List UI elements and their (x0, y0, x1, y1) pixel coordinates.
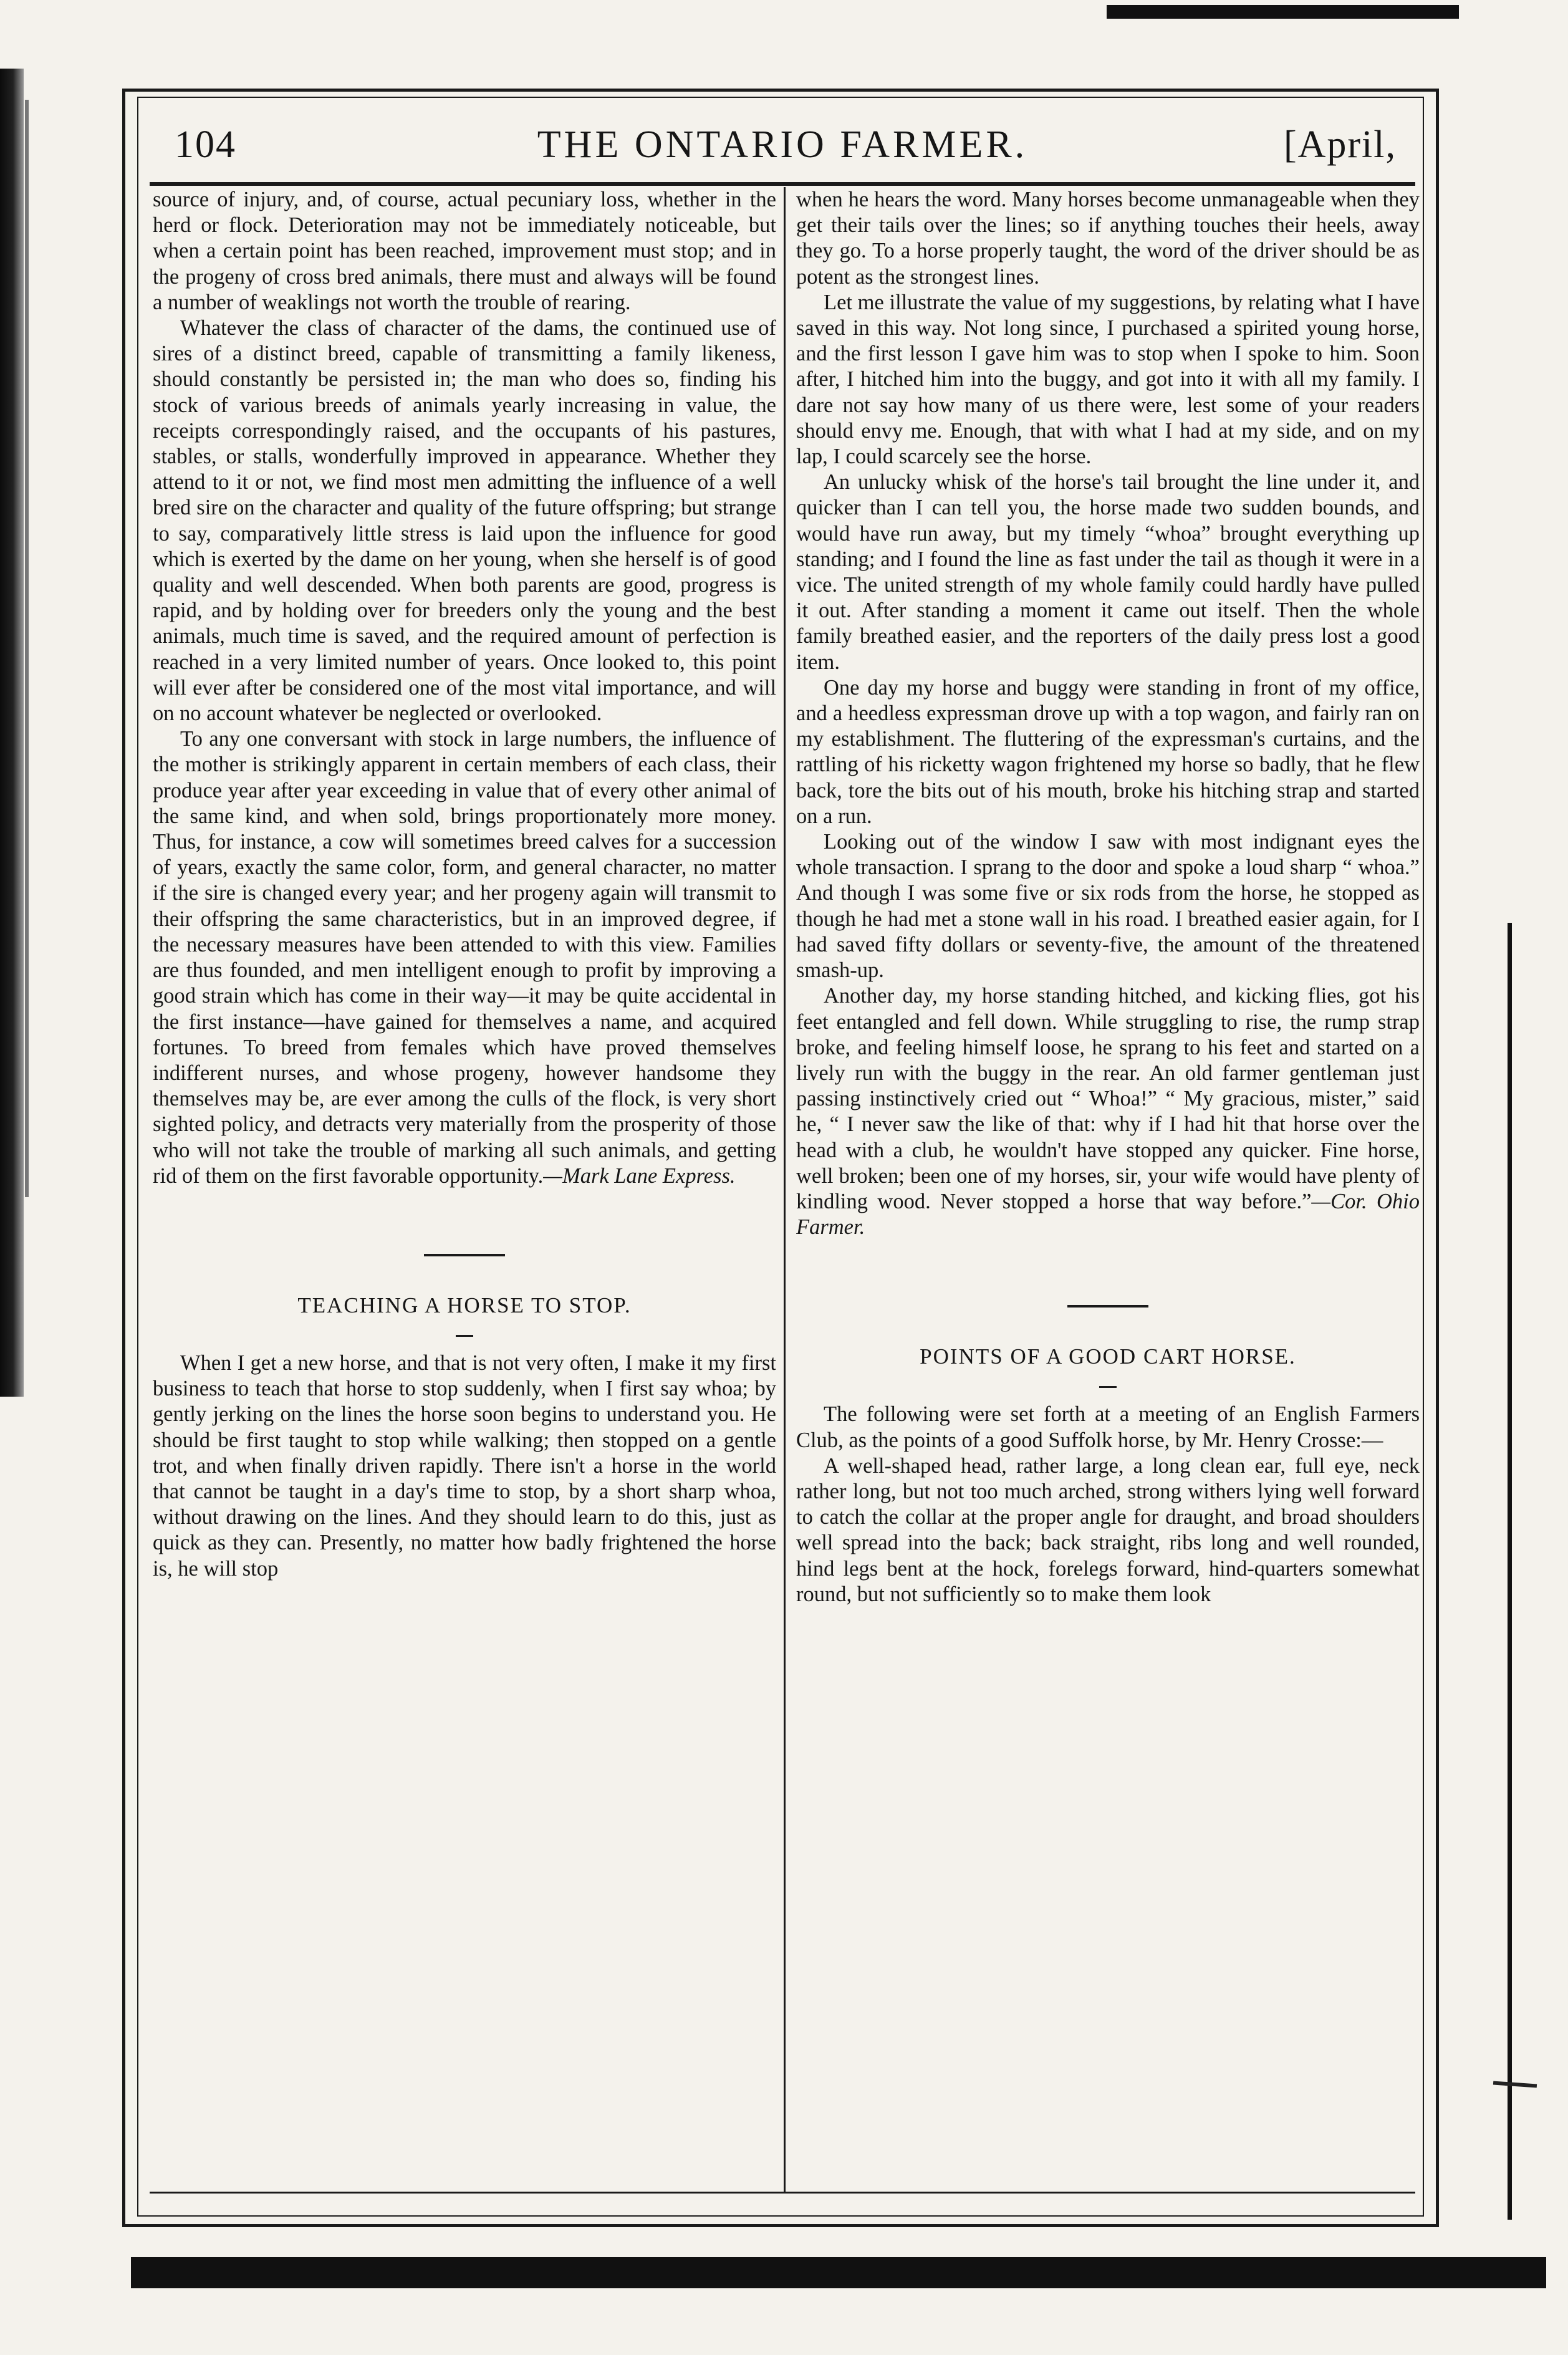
paragraph: Whatever the class of character of the dams, the continued use of sires of a distinct breed, capable of transmitting a family likeness, should constantly be persisted in; the man who does so, finding his stock of various breeds of animals yearly increasing in value, the receipts correspondingly raised, and the occupants of his pastures, stables, or stalls, wonderfully improved in appearance. Whether they attend to it or not, we find most men admitting the influence of a well bred sire on the character and quality of the future offspring; but strange to say, comparatively little stress is laid upon the influence for good which is exerted by the dame on her young, when she herself is of good quality and well descended. When both parents are good, progress is rapid, and by holding over for breeders only the young and the best animals, much time is saved, and the required amount of perfection is reached in a very limited number of years. Once looked to, this point will ever after be considered one of the most vital importance, and will on no account whatever be neglected or overlooked. (153, 316, 776, 726)
heading-dash (456, 1335, 473, 1337)
article-heading: TEACHING A HORSE TO STOP. (297, 1293, 632, 1317)
bottom-rule (150, 2192, 1415, 2194)
page-edge-right (1508, 923, 1512, 2220)
paragraph-text: Another day, my horse standing hitched, and kicking flies, got his feet entangled and fell down. While struggling to rise, the rump strap broke, and feeling himself loose, he sprang to his feet and started on a lively run with the buggy in the rear. An old farmer gentleman just passing instinctively cried out “ Whoa!” “ My gracious, mister,” said he, “ I never saw the like of that: why if I had hit that horse over the head with a club, he wouldn't have stopped any quicker. Fine horse, well broken; been one of my horses, sir, your wife would have plenty of kindling wood. Never stopped a horse that way before.” (796, 984, 1420, 1213)
paragraph: The following were set forth at a meeting of an English Farmers Club, as the points of a good Suffolk horse, by Mr. Henry Crosse:— (796, 1402, 1420, 1452)
column-divider (784, 187, 786, 2192)
page-number: 104 (175, 123, 236, 166)
header-rule (150, 182, 1415, 186)
scan-edge-bar-top (1107, 5, 1459, 19)
left-column (153, 187, 776, 2189)
right-column (796, 187, 1420, 2189)
paragraph: when he hears the word. Many horses become unmanageable when they get their tails over the lines; so if anything touches their heels, away they go. To a horse properly taught, the word of the driver should be as potent as the strongest lines. (796, 188, 1420, 289)
paragraph-with-source (796, 983, 1420, 1240)
article-source: —Mark Lane Express. (543, 1163, 736, 1188)
section-separator (1067, 1305, 1148, 1308)
paragraph: One day my horse and buggy were standing in front of my office, and a heedless expressman drove up with a top wagon, and fairly ran on my establishment. The fluttering of the expressman's curtains, and the rattling of his ricketty wagon frightened my horse so badly, that he flew back, tore the bits out of his mouth, broke his hitching strap and started on a run. (796, 675, 1420, 828)
paragraph: An unlucky whisk of the horse's tail brought the line under it, and quicker than I can tell you, the horse made two sudden bounds, and would have run away, but my timely “whoa” brought everything up standing; and I found the line as fast under the tail as though it were in a vice. The united strength of my whole family could hardly have pulled it out. After standing a moment it came out itself. Then the whole family breathed easier, and the reporters of the daily press lost a good item. (796, 470, 1420, 674)
binding-line (25, 100, 29, 1197)
page-header (150, 107, 1415, 179)
paragraph-with-source (153, 726, 776, 1189)
paragraph: Looking out of the window I saw with most indignant eyes the whole transaction. I sprang to the door and spoke a loud sharp “ whoa.” And though I was some five or six rods from the horse, he stopped as though he had met a stone wall in his road. I breathed easier again, for I had saved fifty dollars or seventy-five, the amount of the threatened smash-up. (796, 830, 1420, 983)
article-heading: POINTS OF A GOOD CART HORSE. (920, 1344, 1296, 1369)
journal-title: THE ONTARIO FARMER. (537, 123, 1028, 166)
scan-edge-bar-bottom (131, 2257, 1546, 2288)
paragraph: When I get a new horse, and that is not very often, I make it my first business to teach that horse to stop suddenly, when I first say whoa; by gently jerking on the lines the horse soon begins to understand you. He should be first taught to stop while walking; then stopped on a gentle trot, and when finally driven rapidly. There isn't a horse in the world that cannot be taught in a day's time to stop, by a short sharp whoa, without drawing on the lines. And they should learn to do this, just as quick as they can. Presently, no matter how badly frightened the horse is, he will stop (153, 1351, 776, 1581)
paragraph: A well-shaped head, rather large, a long clean ear, full eye, neck rather long, but not too much arched, strong withers lying well forward to catch the collar at the proper angle for draught, and broad shoulders well spread into the back; back straight, ribs long and well rounded, hind legs bent at the hock, forelegs forward, hind-quarters somewhat round, but not sufficiently so to make them look (796, 1453, 1420, 1606)
binding-shadow (0, 69, 24, 1397)
paragraph: source of injury, and, of course, actual pecuniary loss, whether in the herd or flock. Deterioration may not be immediately noticeable, but when a certain point has been reached, improvement must stop; and in the progeny of cross bred animals, there must and always will be found a number of weaklings not worth the trouble of rearing. (153, 188, 776, 314)
paragraph-text: To any one conversant with stock in large numbers, the influence of the mother is strikingly apparent in certain members of each class, their produce year after year exceeding in value that of every other animal of the same kind, and when sold, brings proportionately more money. Thus, for instance, a cow will sometimes breed calves for a succession of years, exactly the same color, form, and general character, no matter if the sire is changed every year; and her progeny again will transmit to their offspring the same characteristics, but in an improved degree, if the necessary measures have been attended to with this view. Families are thus founded, and men intelligent enough to profit by improving a good strain which has come in their way—it may be quite accidental in the first instance—have gained for themselves a name, and acquired fortunes. To breed from females which have proved themselves indifferent nurses, and whose progeny, however handsome they themselves may be, are ever among the culls of the flock, is very short sighted policy, and detracts very materially from the prosperity of those who will not take the trouble of marking all such animals, and getting rid of them on the first favorable opportunity. (153, 727, 776, 1188)
article-source: —Cor. Ohio Farmer. (796, 1189, 1420, 1240)
margin-mark (1493, 2081, 1537, 2088)
paragraph: Let me illustrate the value of my suggestions, by relating what I have saved in this way. Not long since, I purchased a spirited young horse, and the first lesson I gave him was to stop when I spoke to him. Soon after, I hitched him into the buggy, and got into it with all my family. I dare not say how many of us there were, lest some of your readers should envy me. Enough, that with what I had at my side, and on my lap, I could scarcely see the horse. (796, 290, 1420, 469)
issue-month: [April, (1283, 123, 1397, 166)
section-separator (424, 1254, 505, 1256)
heading-dash (1099, 1386, 1117, 1388)
